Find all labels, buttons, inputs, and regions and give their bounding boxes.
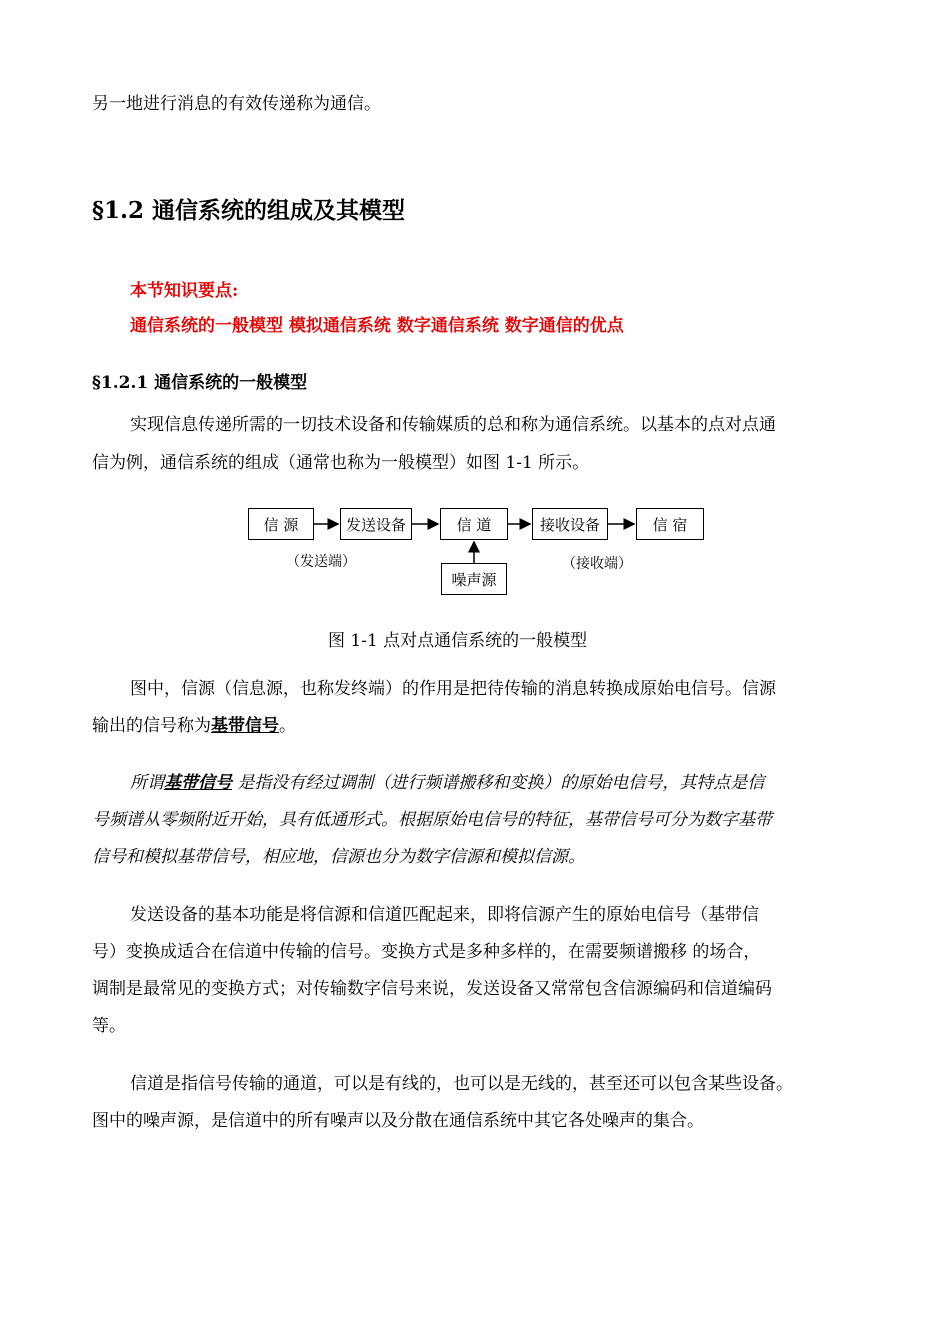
source-box: 信 源 <box>248 508 314 540</box>
term-baseband-signal: 基带信号 <box>211 716 279 736</box>
paragraph-line: 实现信息传递所需的一切技术设备和传输媒质的总和称为通信系统。以基本的点对点通 <box>130 415 776 435</box>
italic-definition-line <box>130 771 764 795</box>
italic-definition-line: 信号和模拟基带信号，相应地，信源也分为数字信源和模拟信源。 <box>92 847 585 867</box>
paragraph-line: 号）变换成适合在信道中传输的信号。变换方式是多种多样的，在需要频谱搬移 的场合， <box>92 942 761 962</box>
paragraph-line: 图中，信源（信息源，也称发终端）的作用是把待传输的消息转换成原始电信号。信源 <box>130 679 776 699</box>
key-points-label: 本节知识要点: <box>130 281 239 301</box>
channel-box: 信 道 <box>440 508 508 540</box>
receiver-side-label: （接收端） <box>562 556 632 572</box>
body-text-line: 另一地进行消息的有效传递称为通信。 <box>92 94 381 114</box>
transmitter-box: 发送设备 <box>340 508 412 540</box>
paragraph-line: 发送设备的基本功能是将信源和信道匹配起来，即将信源产生的原始电信号（基带信 <box>130 905 759 925</box>
text-span: 是指没有经过调制（进行频谱搬移和变换）的原始电信号，其特点是信 <box>232 773 765 793</box>
transmitter-side-label: （发送端） <box>286 554 356 570</box>
text-span: 。 <box>279 716 296 736</box>
paragraph-line: 等。 <box>92 1016 126 1036</box>
text-span: 所谓 <box>130 773 164 793</box>
paragraph-line: 信道是指信号传输的通道，可以是有线的，也可以是无线的，甚至还可以包含某些设备。 <box>130 1074 793 1094</box>
subsection-title: §1.2.1 通信系统的一般模型 <box>92 373 308 393</box>
paragraph-line: 信为例，通信系统的组成（通常也称为一般模型）如图 1-1 所示。 <box>92 453 590 473</box>
paragraph-line: 调制是最常见的变换方式；对传输数字信号来说，发送设备又常常包含信源编码和信道编码 <box>92 979 772 999</box>
term-baseband-signal-definition: 基带信号 <box>164 773 232 793</box>
italic-definition-line: 号频谱从零频附近开始，具有低通形式。根据原始电信号的特征，基带信号可分为数字基带 <box>92 810 772 830</box>
figure-caption: 图 1-1 点对点通信系统的一般模型 <box>328 631 588 651</box>
diagram-arrows <box>0 0 950 640</box>
sink-box: 信 宿 <box>636 508 704 540</box>
paragraph-line: 图中的噪声源，是信道中的所有噪声以及分散在通信系统中其它各处噪声的集合。 <box>92 1111 704 1131</box>
noise-source-box: 噪声源 <box>441 563 507 595</box>
paragraph-line <box>92 714 296 738</box>
section-title: §1.2 通信系统的组成及其模型 <box>92 197 406 224</box>
key-points-items: 通信系统的一般模型 模拟通信系统 数字通信系统 数字通信的优点 <box>130 316 624 336</box>
text-span: 输出的信号称为 <box>92 716 211 736</box>
receiver-box: 接收设备 <box>532 508 608 540</box>
